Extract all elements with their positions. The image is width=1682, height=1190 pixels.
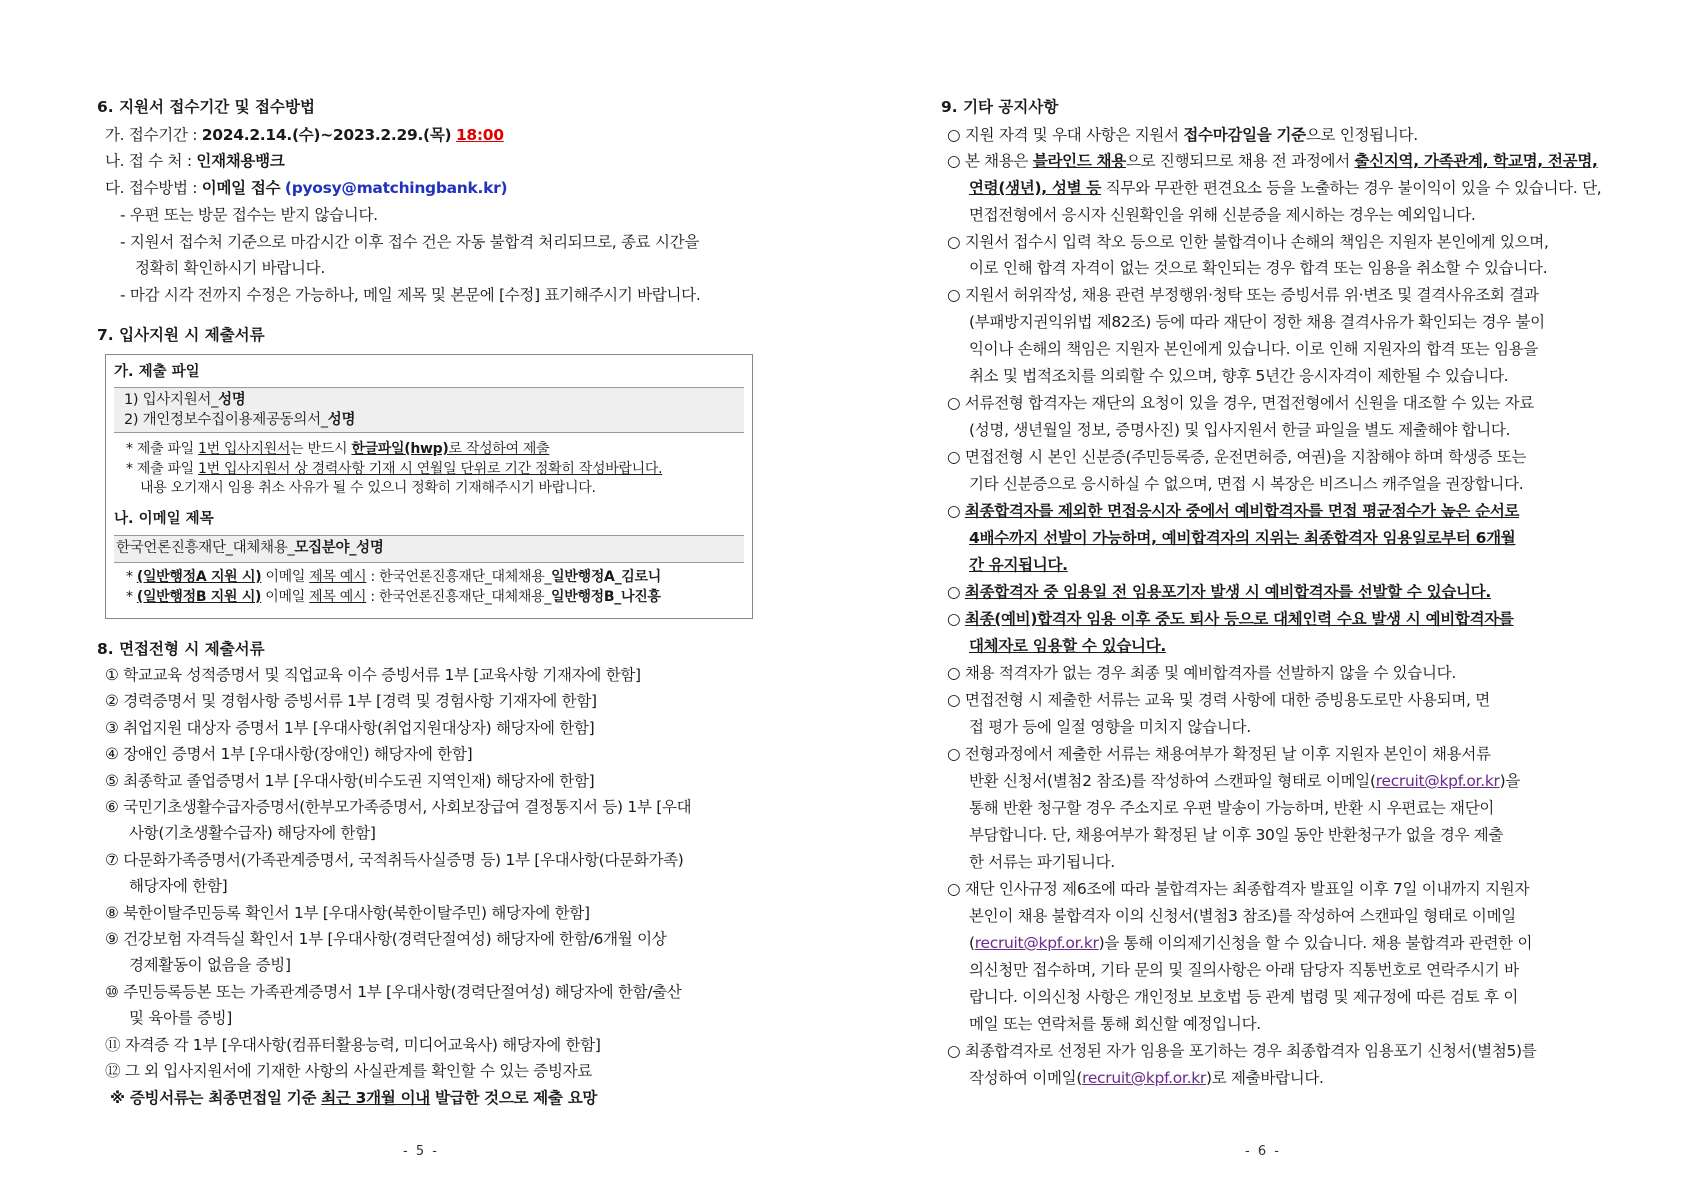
period-time: 18:00 (455, 126, 504, 144)
submission-files-box (105, 354, 753, 619)
notice-line-17: 간 유지됩니다. (969, 556, 1068, 574)
notice-line-4: 면접전형에서 응시자 신원확인을 위해 신분증을 제시하는 경우는 예외입니다. (969, 206, 1476, 224)
doc-item-8: ⑧ 북한이탈주민등록 확인서 1부 [우대사항(북한이탈주민) 해당자에 한함] (105, 904, 590, 922)
doc-item-6-cont: 사항(기초생활수급자) 해당자에 한함] (129, 824, 376, 842)
s6-note-2: - 지원서 접수처 기준으로 마감시간 이후 접수 건은 자동 불합격 처리되므로, 종료 시간을 (120, 233, 700, 251)
s6-note-2-cont: 정확히 확인하시기 바랍니다. (135, 259, 325, 277)
method-value: 이메일 접수 (201, 179, 281, 197)
files-note-2: * 제출 파일 1번 입사지원서 상 경력사항 기재 시 연월일 단위로 기간 정확히 작성바랍니다. (126, 461, 663, 477)
page-number-6: - 6 - (1245, 1144, 1281, 1159)
notice-line-26: 통해 반환 청구할 경우 주소지로 우편 발송이 가능하며, 반환 시 우편료는 재단이 (969, 799, 1495, 817)
section7-title: 7. 입사지원 시 제출서류 (97, 326, 265, 344)
doc-item-10-cont: 및 육아를 증빙] (129, 1009, 233, 1027)
notice-line-25: 반환 신청서(별첨2 참조)를 작성하여 스캔파일 형태로 이메일(recruit@kpf.or.kr)을 (969, 772, 1521, 790)
notice-line-34: 메일 또는 연락처를 통해 회신할 예정입니다. (969, 1015, 1261, 1033)
doc-item-3: ③ 취업지원 대상자 증명서 1부 [우대사항(취업지원대상자) 해당자에 한함] (105, 719, 595, 737)
notice-line-6: 이로 인해 합격 자격이 없는 것으로 확인되는 경우 합격 또는 임용을 취소할 수 있습니다. (969, 259, 1548, 277)
place-line: 나. 접 수 처 : 인재채용뱅크 (105, 152, 285, 170)
notice-line-7: ○ 지원서 허위작성, 채용 관련 부정행위·청탁 또는 증빙서류 위·변조 및 결격사유조회 결과 (947, 286, 1539, 304)
doc-item-7: ⑦ 다문화가족증명서(가족관계증명서, 국적취득사실증명 등) 1부 [우대사항(다문화가족) (105, 851, 684, 869)
notice-line-18: ○ 최종합격자 중 임용일 전 임용포기자 발생 시 예비합격자를 선발할 수 있습니다. (947, 583, 1491, 601)
s6-note-1: - 우편 또는 방문 접수는 받지 않습니다. (120, 206, 378, 224)
doc-item-11: ⑪ 자격증 각 1부 [우대사항(컴퓨터활용능력, 미디어교육사) 해당자에 한함] (105, 1036, 601, 1054)
section6-title: 6. 지원서 접수기간 및 접수방법 (97, 98, 315, 116)
notice-line-32: 의신청만 접수하며, 기타 문의 및 질의사항은 아래 담당자 직통번호로 연락주시기 바 (969, 961, 1519, 979)
notice-line-21: ○ 채용 적격자가 없는 경우 최종 및 예비합격자를 선발하지 않을 수 있습니다. (947, 664, 1456, 682)
notice-line-30: 본인이 채용 불합격자 이의 신청서(별첨3 참조)를 작성하여 스캔파일 형태로 이메일 (969, 907, 1516, 925)
method-email: (pyosy@matchingbank.kr) (284, 179, 508, 197)
s6-note-3: - 마감 시각 전까지 수정은 가능하나, 메일 제목 및 본문에 [수정] 표기해주시기 바랍니다. (120, 286, 701, 304)
notice-line-3: 연령(생년), 성별 등 직무와 무관한 편견요소 등을 노출하는 경우 불이익이 있을 수 있습니다. 단, (969, 179, 1602, 197)
doc-item-9-cont: 경제활동이 없음을 증빙] (129, 956, 291, 974)
doc-item-4: ④ 장애인 증명서 1부 [우대사항(장애인) 해당자에 한함] (105, 745, 473, 763)
page-6 (841, 0, 1682, 1190)
section8-title: 8. 면접전형 시 제출서류 (97, 640, 265, 658)
doc-item-2: ② 경력증명서 및 경험사항 증빙서류 1부 [경력 및 경험사항 기재자에 한함] (105, 692, 597, 710)
doc-item-5: ⑤ 최종학교 졸업증명서 1부 [우대사항(비수도권 지역인재) 해당자에 한함] (105, 772, 595, 790)
doc-item-6: ⑥ 국민기초생활수급자증명서(한부모가족증명서, 사회보장급여 결정통지서 등) 1부 [우대 (105, 798, 692, 816)
doc-final-note: ※ 증빙서류는 최종면접일 기준 최근 3개월 이내 발급한 것으로 제출 요망 (110, 1089, 598, 1107)
notice-line-35: ○ 최종합격자로 선정된 자가 임용을 포기하는 경우 최종합격자 임용포기 신청서(별첨5)를 (947, 1042, 1537, 1060)
place-value: 인재채용뱅크 (196, 152, 285, 170)
notice-line-2: ○ 본 채용은 블라인드 채용으로 진행되므로 채용 전 과정에서 출신지역, 가족관계, 학교명, 전공명, (947, 152, 1598, 170)
notice-line-23: 접 평가 등에 일절 영향을 미치지 않습니다. (969, 718, 1251, 736)
notice-line-12: (성명, 생년월일 정보, 증명사진) 및 입사지원서 한글 파일을 별도 제출해야 합니다. (969, 421, 1511, 439)
mail-heading: 나. 이메일 제목 (114, 511, 214, 527)
mail-example-2: * (일반행정B 지원 시) 이메일 제목 예시 : 한국언론진흥재단_대체채용_일반행정B_나진흥 (126, 589, 661, 605)
notice-line-22: ○ 면접전형 시 제출한 서류는 교육 및 경력 사항에 대한 증빙용도로만 사용되며, 면 (947, 691, 1490, 709)
notice-line-31: (recruit@kpf.or.kr)을 통해 이의제기신청을 할 수 있습니다. 채용 불합격과 관련한 이 (969, 934, 1533, 952)
recruit-email-link-2[interactable]: recruit@kpf.or.kr (974, 934, 1099, 952)
notice-line-14: 기타 신분증으로 응시하실 수 없으며, 면접 시 복장은 비즈니스 캐주얼을 권장합니다. (969, 475, 1524, 493)
notice-line-16: 4배수까지 선발이 가능하며, 예비합격자의 지위는 최종합격자 임용일로부터 6개월 (969, 529, 1516, 547)
file-item-1: 1) 입사지원서_성명 (124, 392, 246, 408)
recruit-email-link-3[interactable]: recruit@kpf.or.kr (1082, 1069, 1206, 1087)
notice-line-24: ○ 전형과정에서 제출한 서류는 채용여부가 확정된 날 이후 지원자 본인이 채용서류 (947, 745, 1491, 763)
method-line: 다. 접수방법 : 이메일 접수 (pyosy@matchingbank.kr) (105, 179, 508, 197)
period-line: 가. 접수기간 : 2024.2.14.(수)~2023.2.29.(목) 18:00 (105, 126, 504, 144)
files-heading: 가. 제출 파일 (114, 364, 200, 380)
doc-item-7-cont: 해당자에 한함] (129, 877, 228, 895)
notice-line-1: ○ 지원 자격 및 우대 사항은 지원서 접수마감일을 기준으로 인정됩니다. (947, 126, 1418, 144)
page-number-5: - 5 - (403, 1144, 439, 1159)
notice-line-10: 취소 및 법적조치를 의뢰할 수 있으며, 향후 5년간 응시자격이 제한될 수 있습니다. (969, 367, 1509, 385)
period-value: 2024.2.14.(수)~2023.2.29.(목) (201, 126, 452, 144)
notice-line-19: ○ 최종(예비)합격자 임용 이후 중도 퇴사 등으로 대체인력 수요 발생 시 예비합격자를 (947, 610, 1514, 628)
file-item-2: 2) 개인정보수집이용제공동의서_성명 (124, 412, 356, 428)
files-note-1: * 제출 파일 1번 입사지원서는 반드시 한글파일(hwp)로 작성하여 제출 (126, 441, 550, 457)
notice-line-5: ○ 지원서 접수시 입력 착오 등으로 인한 불합격이나 손해의 책임은 지원자 본인에게 있으며, (947, 233, 1549, 251)
mail-example-1: * (일반행정A 지원 시) 이메일 제목 예시 : 한국언론진흥재단_대체채용_일반행정A_김로니 (126, 569, 661, 585)
notice-line-20: 대체자로 임용할 수 있습니다. (969, 637, 1166, 655)
notice-line-13: ○ 면접전형 시 본인 신분증(주민등록증, 운전면허증, 여권)을 지참해야 하며 학생증 또는 (947, 448, 1527, 466)
doc-item-1: ① 학교교육 성적증명서 및 직업교육 이수 증빙서류 1부 [교육사항 기재자에 한함] (105, 666, 641, 684)
notice-line-29: ○ 재단 인사규정 제6조에 따라 불합격자는 최종합격자 발표일 이후 7일 이내까지 지원자 (947, 880, 1530, 898)
doc-item-12: ⑫ 그 외 입사지원서에 기재한 사항의 사실관계를 확인할 수 있는 증빙자료 (105, 1062, 592, 1080)
notice-line-9: 익이나 손해의 책임은 지원자 본인에게 있습니다. 이로 인해 지원자의 합격 또는 임용을 (969, 340, 1539, 358)
doc-item-10: ⑩ 주민등록등본 또는 가족관계증명서 1부 [우대사항(경력단절여성) 해당자에 한함/출산 (105, 983, 682, 1001)
notice-line-27: 부담합니다. 단, 채용여부가 확정된 날 이후 30일 동안 반환청구가 없을 경우 제출 (969, 826, 1504, 844)
recruit-email-link-1[interactable]: recruit@kpf.or.kr (1375, 772, 1500, 790)
notice-line-15: ○ 최종합격자를 제외한 면접응시자 중에서 예비합격자를 면접 평균점수가 높은 순서로 (947, 502, 1520, 520)
notice-line-33: 랍니다. 이의신청 사항은 개인정보 보호법 등 관계 법령 및 제규정에 따른 검토 후 이 (969, 988, 1518, 1006)
notice-line-36: 작성하여 이메일(recruit@kpf.or.kr)로 제출바랍니다. (969, 1069, 1324, 1087)
notice-line-28: 한 서류는 파기됩니다. (969, 853, 1115, 871)
files-note-2-cont: 내용 오기재시 임용 취소 사유가 될 수 있으니 정확히 기재해주시기 바랍니다. (140, 480, 596, 496)
section9-title: 9. 기타 공지사항 (941, 98, 1059, 116)
notice-line-11: ○ 서류전형 합격자는 재단의 요청이 있을 경우, 면접전형에서 신원을 대조할 수 있는 자료 (947, 394, 1534, 412)
notice-line-8: (부패방지권익위법 제82조) 등에 따라 재단이 정한 채용 결격사유가 확인되는 경우 불이 (969, 313, 1545, 331)
doc-item-9: ⑨ 건강보험 자격득실 확인서 1부 [우대사항(경력단절여성) 해당자에 한함/6개월 이상 (105, 930, 667, 948)
mail-format: 한국언론진흥재단_대체채용_모집분야_성명 (116, 540, 384, 556)
